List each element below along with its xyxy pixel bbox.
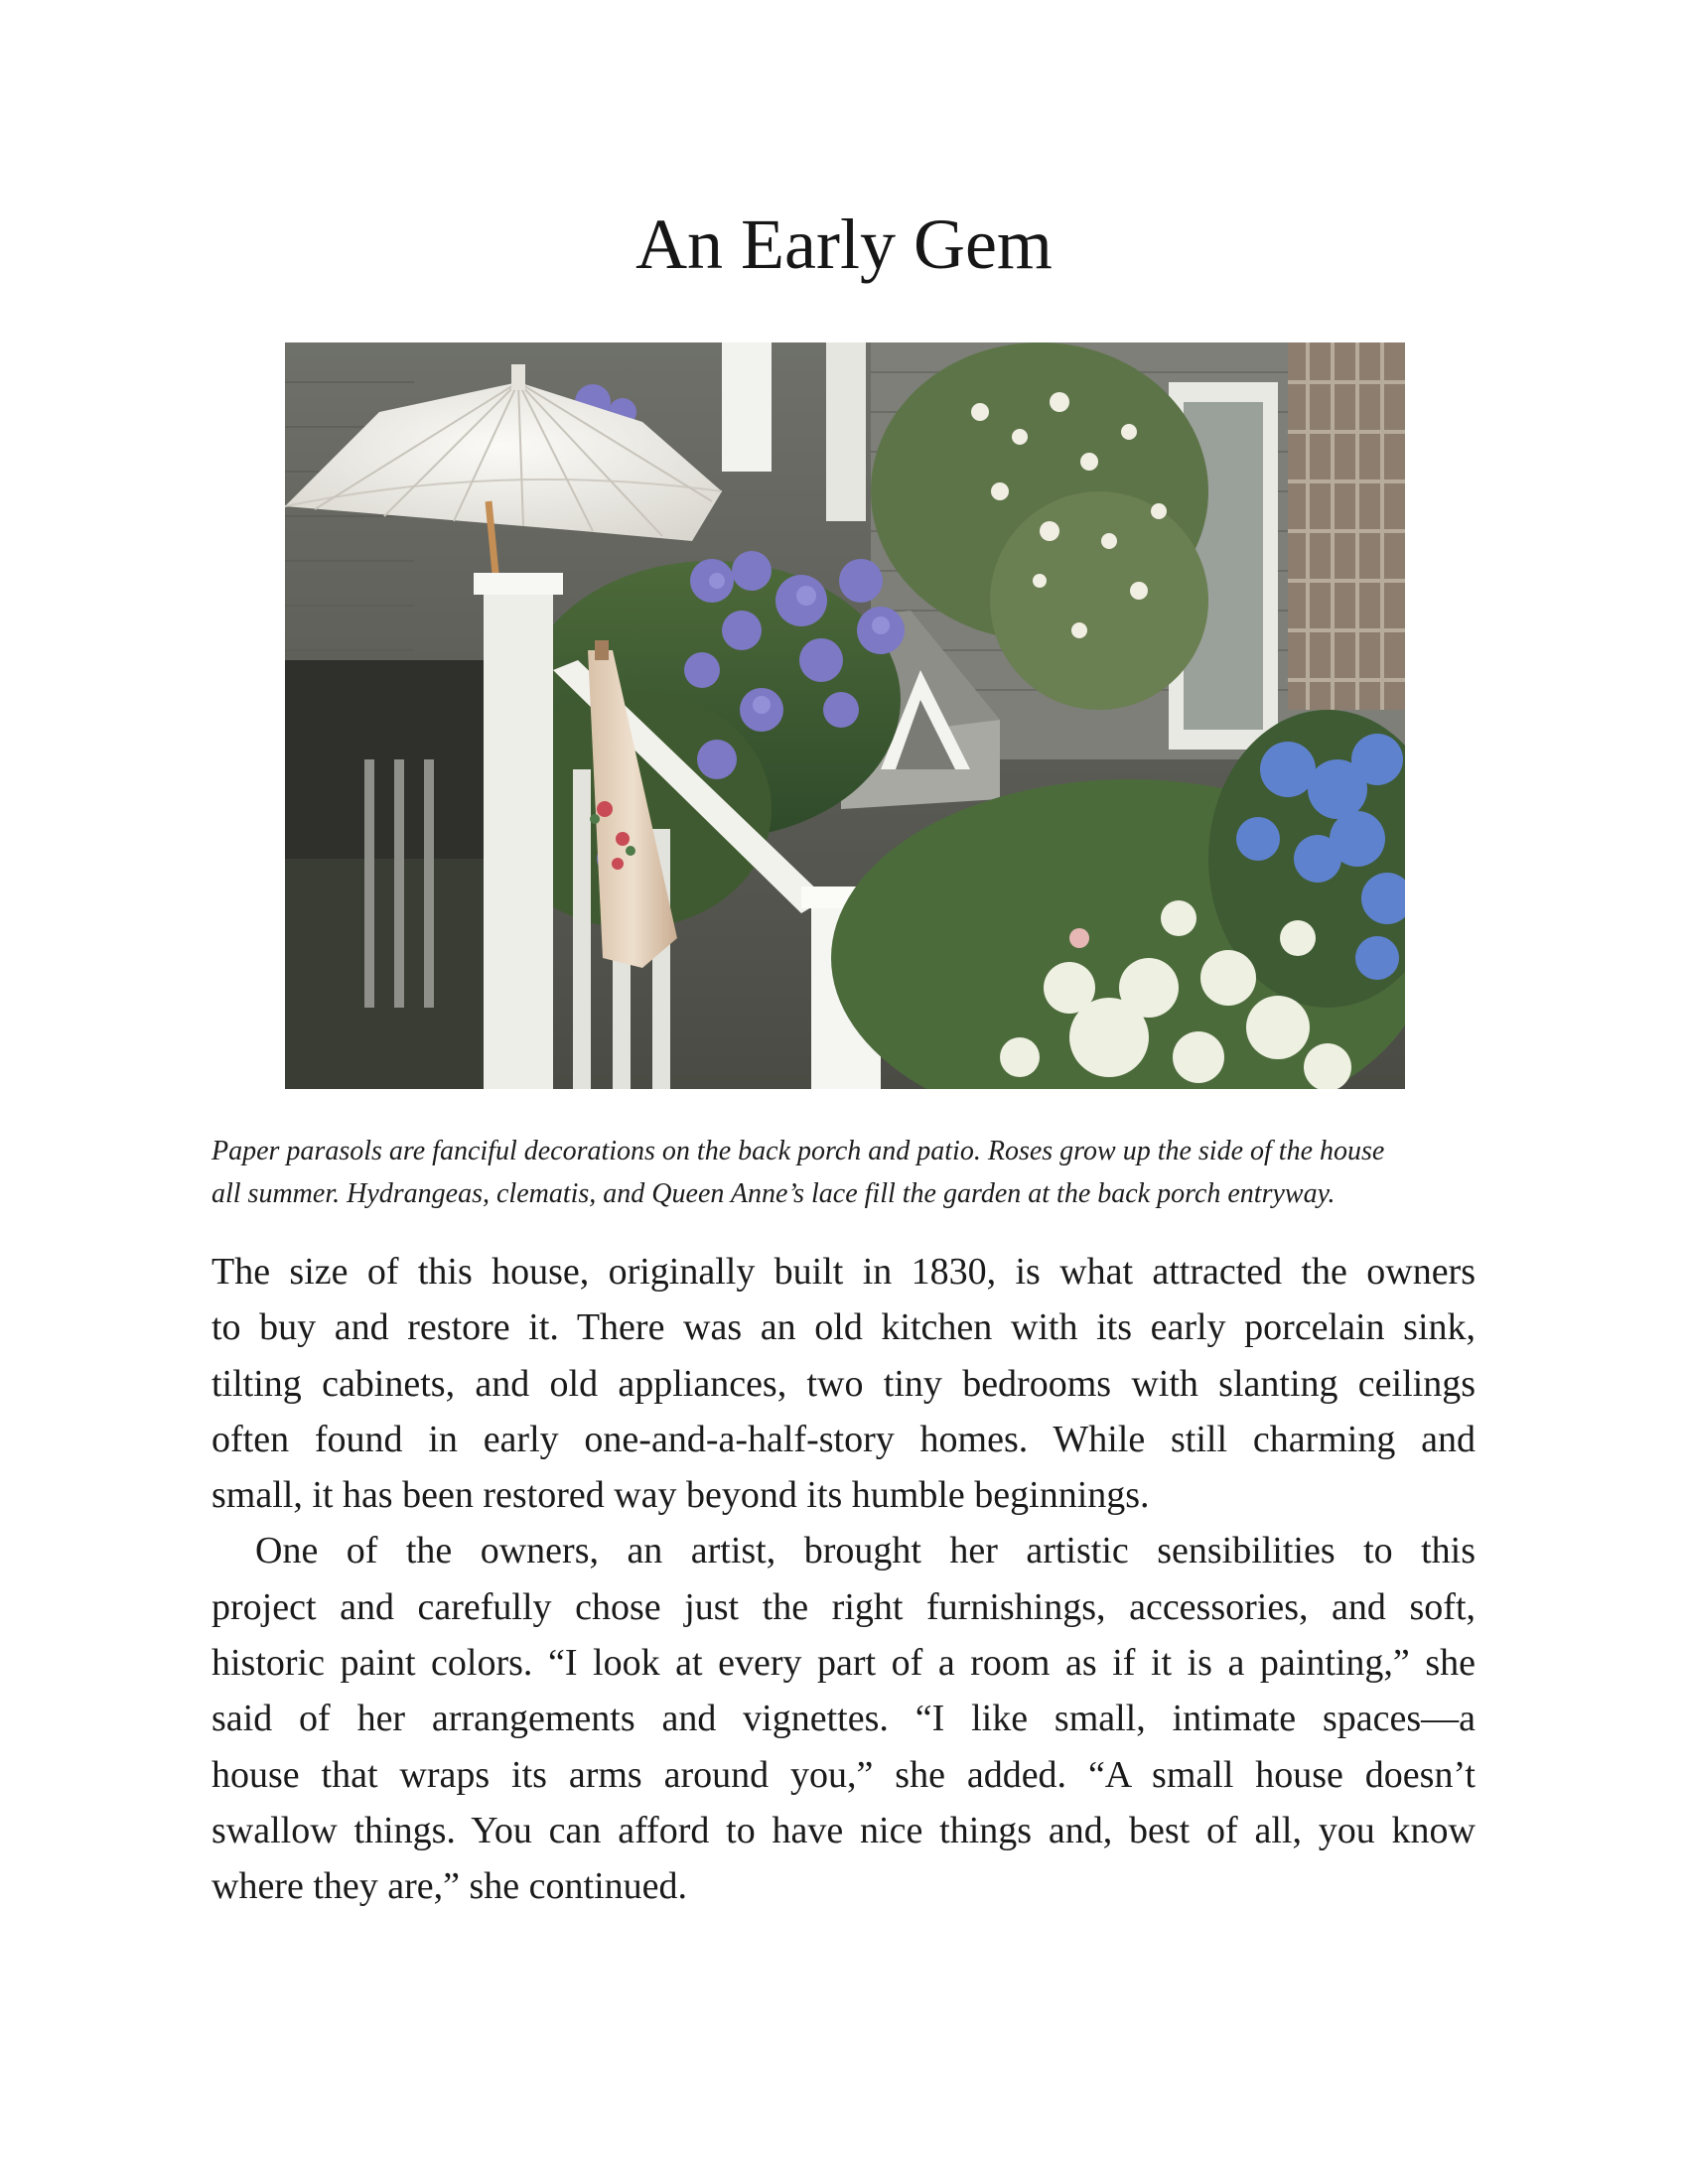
paragraph-2-line: historic paint colors. “I look at every part of a room as if it is a painting,” she: [211, 1642, 1476, 1685]
page-title: An Early Gem: [635, 205, 1053, 284]
paragraph-1-line: small, it has been restored way beyond its humble beginnings.: [211, 1474, 1150, 1517]
caption-line: Paper parasols are fanciful decorations on the back porch and patio. Roses grow up the side of the house: [211, 1136, 1385, 1166]
paragraph-2-line: house that wraps its arms around you,” she added. “A small house doesn’t: [211, 1753, 1476, 1796]
paragraph-2-line: One of the owners, an artist, brought her artistic sensibilities to this: [255, 1530, 1476, 1572]
paragraph-2-line: swallow things. You can afford to have nice things and, best of all, you know: [211, 1809, 1476, 1851]
paragraph-1-line: to buy and restore it. There was an old kitchen with its early porcelain sink,: [211, 1306, 1476, 1349]
paragraph-1-line: often found in early one-and-a-half-story homes. While still charming and: [211, 1418, 1476, 1460]
paragraph-2-line: said of her arrangements and vignettes. “I like small, intimate spaces—a: [211, 1698, 1476, 1740]
paragraph-1-line: The size of this house, originally built in 1830, is what attracted the owners: [211, 1251, 1476, 1293]
photo-caption: [211, 1130, 1502, 1215]
paragraph-2-line: project and carefully chose just the right furnishings, accessories, and soft,: [211, 1585, 1476, 1628]
article-body: [211, 1244, 1476, 1915]
paragraph-1-line: tilting cabinets, and old appliances, two tiny bedrooms with slanting ceilings: [211, 1362, 1476, 1405]
paragraph-2-line: where they are,” she continued.: [211, 1865, 688, 1908]
garden-porch-photo: [285, 342, 1405, 1089]
caption-line: all summer. Hydrangeas, clematis, and Queen Anne’s lace fill the garden at the back porch entryway.: [211, 1178, 1336, 1209]
